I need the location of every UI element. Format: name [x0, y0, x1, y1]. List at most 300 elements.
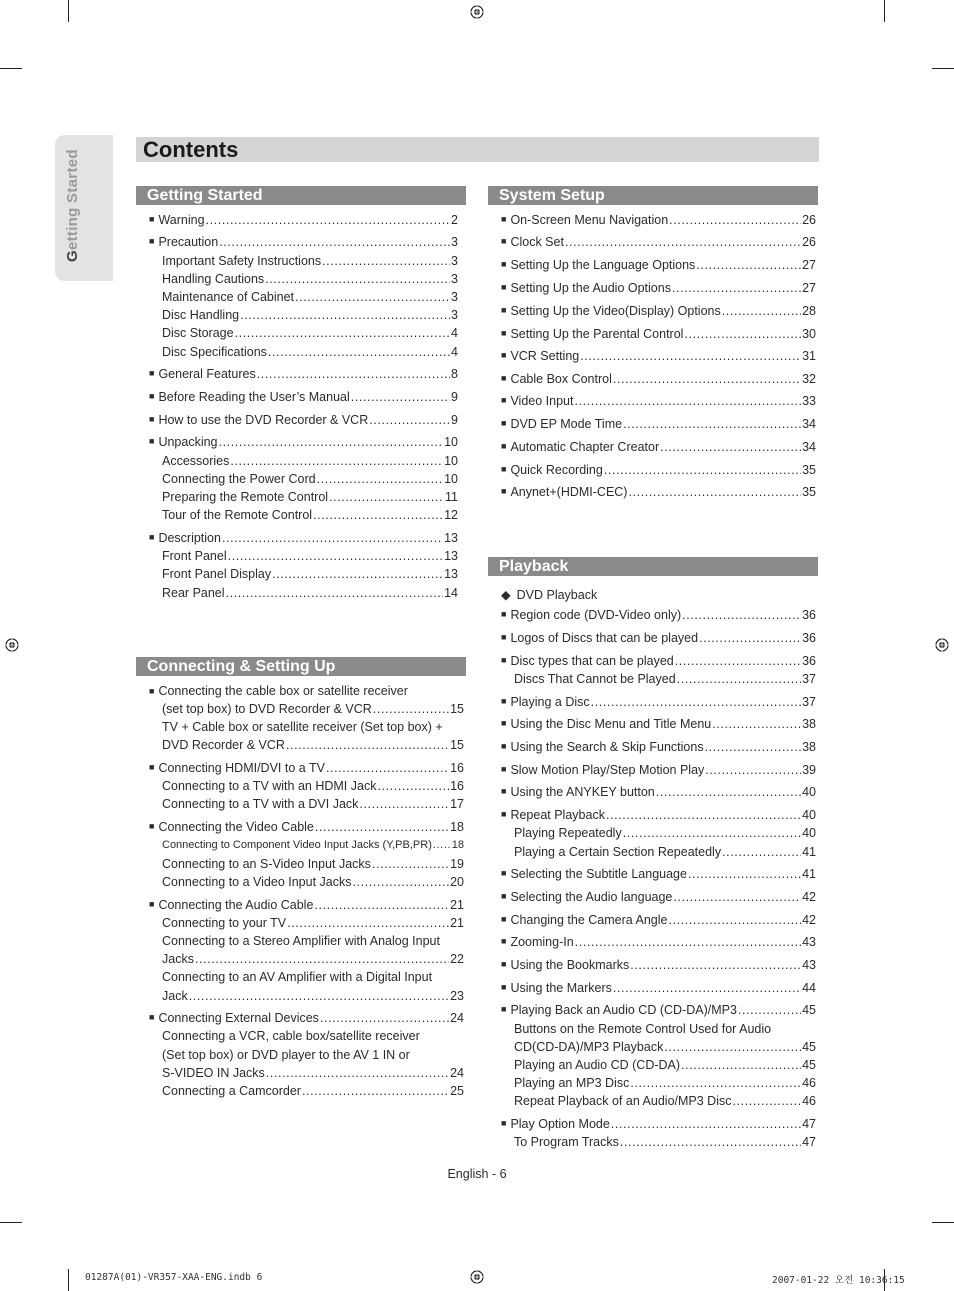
toc-entry-label: Rear Panel [162, 586, 225, 600]
toc-entry [514, 824, 816, 842]
toc-page-number: 27 [802, 258, 816, 272]
toc-entry [501, 1115, 816, 1133]
square-bullet-icon: ■ [501, 936, 507, 946]
toc-page-number: 16 [450, 779, 464, 793]
toc-entry-label: Connecting to a Stereo Amplifier with Analog Input [162, 934, 440, 948]
toc-entry [501, 911, 816, 929]
toc-page-number: 32 [802, 372, 816, 386]
page-footer: English - 6 [447, 1167, 507, 1181]
toc-entry-label: Handling Cautions [162, 272, 265, 286]
toc-entry [162, 718, 443, 736]
toc-leader-dots [372, 855, 449, 873]
square-bullet-icon: ■ [149, 821, 155, 831]
toc-leader-dots [313, 506, 443, 524]
toc-leader-dots [235, 324, 450, 342]
toc-page-number: 46 [802, 1094, 816, 1108]
toc-entry-label: (Set top box) or DVD player to the AV 1 IN or [162, 1048, 410, 1062]
toc-leader-dots [669, 911, 802, 929]
toc-page-number: 23 [450, 989, 464, 1003]
toc-leader-dots [228, 547, 443, 565]
toc-entry-label: Disc Specifications [162, 345, 267, 359]
square-bullet-icon: ■ [501, 305, 507, 315]
toc-entry [149, 388, 458, 406]
toc-entry-label: Warning [158, 213, 205, 227]
toc-entry-label: CD(CD-DA)/MP3 Playback [514, 1040, 664, 1054]
crop-mark [884, 0, 885, 22]
toc-page-number: 35 [802, 463, 816, 477]
toc-entry [162, 1064, 464, 1082]
toc-entry [514, 1092, 816, 1110]
square-bullet-icon: ■ [501, 764, 507, 774]
toc-page-number: 8 [451, 367, 458, 381]
toc-entry-label: Connecting to your TV [162, 916, 287, 930]
toc-entry [162, 795, 464, 813]
toc-leader-dots [623, 824, 801, 842]
toc-page-number: 16 [450, 761, 464, 775]
toc-page-number: 43 [802, 935, 816, 949]
square-bullet-icon: ■ [501, 395, 507, 405]
toc-entry-label: Repeat Playback [510, 808, 605, 822]
toc-leader-dots [265, 270, 450, 288]
toc-page-number: 22 [450, 952, 464, 966]
toc-leader-dots [320, 1009, 449, 1027]
square-bullet-icon: ■ [501, 718, 507, 728]
toc-entry [501, 979, 816, 997]
toc-leader-dots [230, 452, 443, 470]
toc-entry [501, 606, 816, 624]
square-bullet-icon: ■ [501, 441, 507, 451]
toc-entry [501, 933, 816, 951]
toc-entry [501, 652, 816, 670]
toc-entry [501, 370, 816, 388]
toc-page-number: 30 [802, 327, 816, 341]
toc-entry [501, 461, 816, 479]
toc-leader-dots [580, 347, 801, 365]
toc-entry-label: Connecting to an S-Video Input Jacks [162, 857, 371, 871]
square-bullet-icon: ■ [501, 350, 507, 360]
toc-page-number: 31 [802, 349, 816, 363]
square-bullet-icon: ■ [501, 809, 507, 819]
toc-page-number: 37 [802, 672, 816, 686]
toc-entry [162, 987, 464, 1005]
toc-entry-label: Connecting the Video Cable [158, 820, 314, 834]
subheading-dvd-playback: ◆ DVD Playback [501, 588, 598, 602]
toc-leader-dots [295, 288, 450, 306]
toc-entry-label: Precaution [158, 235, 219, 249]
toc-leader-dots [611, 1115, 801, 1133]
toc-entry-label: Connecting a VCR, cable box/satellite receiver [162, 1029, 420, 1043]
toc-entry [149, 411, 458, 429]
square-bullet-icon: ■ [501, 236, 507, 246]
toc-page-number: 41 [802, 845, 816, 859]
toc-entry [162, 452, 458, 470]
toc-page-number: 45 [802, 1058, 816, 1072]
toc-entry [501, 211, 816, 229]
toc-leader-dots [574, 392, 801, 410]
toc-entry-label: Connecting to a Video Input Jacks [162, 875, 352, 889]
square-bullet-icon: ■ [149, 1012, 155, 1022]
toc-leader-dots [591, 693, 801, 711]
toc-entry-label: TV + Cable box or satellite receiver (Set top box) + [162, 720, 443, 734]
toc-leader-dots [317, 470, 444, 488]
toc-leader-dots [226, 584, 444, 602]
toc-page-number: 15 [450, 702, 464, 716]
toc-entry [149, 433, 458, 451]
toc-page-number: 27 [802, 281, 816, 295]
section-heading-playback: Playback [488, 557, 818, 576]
toc-page-number: 21 [450, 898, 464, 912]
toc-page-number: 38 [802, 717, 816, 731]
toc-leader-dots [696, 256, 801, 274]
square-bullet-icon: ■ [501, 464, 507, 474]
toc-entry [501, 233, 816, 251]
toc-entry-label: Front Panel [162, 549, 227, 563]
toc-entry-label: Using the Markers [510, 981, 612, 995]
toc-page-number: 43 [802, 958, 816, 972]
toc-leader-dots [738, 1001, 801, 1019]
toc-leader-dots [712, 715, 801, 733]
toc-entry [162, 1046, 410, 1064]
crop-mark [68, 1269, 69, 1291]
toc-entry [149, 365, 458, 383]
toc-entry [501, 256, 816, 274]
toc-page-number: 39 [802, 763, 816, 777]
square-bullet-icon: ■ [501, 982, 507, 992]
toc-entry [501, 738, 816, 756]
toc-page-number: 10 [444, 435, 458, 449]
toc-entry-label: Region code (DVD-Video only) [510, 608, 682, 622]
toc-leader-dots [222, 529, 443, 547]
square-bullet-icon: ■ [501, 655, 507, 665]
toc-page-number: 20 [450, 875, 464, 889]
square-bullet-icon: ■ [149, 214, 155, 224]
toc-leader-dots [620, 1133, 801, 1151]
toc-entry-label: DVD Recorder & VCR [162, 738, 285, 752]
toc-leader-dots [433, 836, 451, 854]
toc-entry-label: Connecting the Power Cord [162, 472, 316, 486]
toc-entry-label: Front Panel Display [162, 567, 272, 581]
toc-page-number: 3 [451, 308, 458, 322]
toc-entry-label: Unpacking [158, 435, 218, 449]
toc-entry [501, 392, 816, 410]
square-bullet-icon: ■ [501, 214, 507, 224]
toc-entry [162, 324, 458, 342]
toc-entry-label: Zooming-In [510, 935, 574, 949]
toc-entry-label: Slow Motion Play/Step Motion Play [510, 763, 705, 777]
toc-page-number: 36 [802, 654, 816, 668]
toc-page-number: 26 [802, 235, 816, 249]
toc-page-number: 37 [802, 695, 816, 709]
toc-entry-label: Accessories [162, 454, 230, 468]
toc-entry [162, 1027, 420, 1045]
square-bullet-icon: ■ [501, 914, 507, 924]
toc-page-number: 33 [802, 394, 816, 408]
toc-entry-label: VCR Setting [510, 349, 580, 363]
toc-entry [162, 547, 458, 565]
toc-entry [162, 968, 432, 986]
toc-entry [162, 1082, 464, 1100]
toc-entry [514, 1020, 771, 1038]
toc-entry-label: Selecting the Subtitle Language [510, 867, 687, 881]
toc-entry-label: Selecting the Audio language [510, 890, 673, 904]
toc-entry-label: Cable Box Control [510, 372, 612, 386]
toc-entry [149, 896, 464, 914]
toc-entry [162, 914, 464, 932]
toc-leader-dots [322, 252, 450, 270]
square-bullet-icon: ■ [149, 532, 155, 542]
toc-page-number: 4 [451, 345, 458, 359]
toc-leader-dots [377, 777, 449, 795]
toc-entry-label: On-Screen Menu Navigation [510, 213, 669, 227]
toc-entry-label: Using the ANYKEY button [510, 785, 655, 799]
toc-page-number: 15 [450, 738, 464, 752]
registration-mark-icon [470, 1270, 484, 1284]
toc-entry [162, 584, 458, 602]
toc-entry [162, 470, 458, 488]
toc-entry-label: To Program Tracks [514, 1135, 619, 1149]
toc-leader-dots [688, 865, 801, 883]
toc-page-number: 42 [802, 890, 816, 904]
toc-leader-dots [664, 1038, 801, 1056]
toc-page-number: 10 [444, 472, 458, 486]
toc-entry-label: Connecting the Audio Cable [158, 898, 314, 912]
section-heading-system-setup: System Setup [488, 186, 818, 205]
toc-page-number: 38 [802, 740, 816, 754]
toc-leader-dots [240, 306, 450, 324]
section-heading-getting-started: Getting Started [136, 186, 466, 205]
toc-page-number: 24 [450, 1066, 464, 1080]
toc-leader-dots [722, 302, 801, 320]
toc-leader-dots [630, 1074, 801, 1092]
toc-entry [149, 1009, 464, 1027]
toc-entry [501, 483, 816, 501]
toc-leader-dots [195, 950, 449, 968]
toc-entry-label: Connecting HDMI/DVI to a TV [158, 761, 325, 775]
toc-leader-dots [359, 795, 449, 813]
toc-page-number: 24 [450, 1011, 464, 1025]
square-bullet-icon: ■ [501, 1004, 507, 1014]
toc-leader-dots [369, 411, 450, 429]
square-bullet-icon: ■ [149, 686, 155, 696]
toc-entry-label: Changing the Camera Angle [510, 913, 668, 927]
toc-page-number: 47 [802, 1117, 816, 1131]
toc-page-number: 12 [444, 508, 458, 522]
toc-entry [162, 506, 458, 524]
toc-entry-label: General Features [158, 367, 256, 381]
toc-page-number: 40 [802, 826, 816, 840]
print-slug-date: 2007-01-22 오전 10:36:15 [772, 1275, 905, 1286]
toc-page-number: 4 [451, 326, 458, 340]
toc-entry [149, 759, 464, 777]
toc-leader-dots [684, 325, 801, 343]
toc-entry-label: Setting Up the Audio Options [510, 281, 671, 295]
toc-entry [149, 682, 408, 700]
square-bullet-icon: ■ [501, 696, 507, 706]
toc-leader-dots [329, 488, 444, 506]
square-bullet-icon: ■ [501, 373, 507, 383]
toc-entry-label: Connecting to a TV with an HDMI Jack [162, 779, 377, 793]
toc-entry-label: Playing an MP3 Disc [514, 1076, 630, 1090]
toc-page-number: 36 [802, 631, 816, 645]
toc-leader-dots [314, 896, 449, 914]
toc-leader-dots [286, 736, 449, 754]
toc-entry [162, 306, 458, 324]
toc-page-number: 44 [802, 981, 816, 995]
toc-leader-dots [660, 438, 801, 456]
crop-mark [0, 1222, 22, 1223]
toc-entry-label: Anynet+(HDMI-CEC) [510, 485, 628, 499]
toc-page-number: 17 [450, 797, 464, 811]
square-bullet-icon: ■ [149, 414, 155, 424]
toc-entry-label: Playing a Disc [510, 695, 590, 709]
toc-page-number: 45 [802, 1040, 816, 1054]
toc-entry [162, 855, 464, 873]
toc-entry [162, 288, 458, 306]
section-heading-connecting: Connecting & Setting Up [136, 657, 466, 676]
square-bullet-icon: ■ [149, 762, 155, 772]
toc-entry [162, 700, 464, 718]
toc-entry-label: Playing Repeatedly [514, 826, 622, 840]
toc-entry-label: How to use the DVD Recorder & VCR [158, 413, 369, 427]
toc-entry [501, 629, 816, 647]
square-bullet-icon: ■ [501, 868, 507, 878]
square-bullet-icon: ■ [149, 368, 155, 378]
toc-entry [501, 806, 816, 824]
toc-leader-dots [630, 956, 801, 974]
toc-entry [162, 932, 440, 950]
crop-mark [68, 0, 69, 22]
toc-entry [501, 279, 816, 297]
toc-entry [162, 488, 458, 506]
toc-entry-label: Connecting to an AV Amplifier with a Digital Input [162, 970, 433, 984]
toc-entry-label: Logos of Discs that can be played [510, 631, 699, 645]
toc-page-number: 18 [450, 820, 464, 834]
registration-mark-icon [935, 638, 949, 652]
toc-page-number: 2 [451, 213, 458, 227]
toc-entry-label: Jacks [162, 952, 194, 966]
square-bullet-icon: ■ [501, 786, 507, 796]
toc-entry-label: Playing a Certain Section Repeatedly [514, 845, 722, 859]
toc-page-number: 19 [450, 857, 464, 871]
toc-leader-dots [705, 738, 802, 756]
toc-entry [514, 1056, 816, 1074]
toc-entry-label: Using the Disc Menu and Title Menu [510, 717, 712, 731]
toc-leader-dots [732, 1092, 801, 1110]
toc-entry-label: Connecting to a TV with a DVI Jack [162, 797, 359, 811]
toc-entry [501, 1001, 816, 1019]
page-title-bar [136, 137, 819, 162]
toc-entry-label: Disc Handling [162, 308, 240, 322]
toc-leader-dots [326, 759, 449, 777]
toc-page-number: 28 [802, 304, 816, 318]
toc-entry [501, 956, 816, 974]
toc-leader-dots [722, 843, 801, 861]
toc-leader-dots [673, 888, 801, 906]
toc-leader-dots [219, 433, 444, 451]
toc-entry [162, 836, 464, 854]
toc-entry [501, 438, 816, 456]
toc-entry-label: Description [158, 531, 221, 545]
toc-entry-label: Setting Up the Parental Control [510, 327, 684, 341]
square-bullet-icon: ■ [501, 259, 507, 269]
toc-page-number: 40 [802, 785, 816, 799]
toc-leader-dots [272, 565, 443, 583]
toc-entry [162, 950, 464, 968]
toc-page-number: 3 [451, 290, 458, 304]
toc-leader-dots [351, 388, 450, 406]
toc-leader-dots [565, 233, 801, 251]
toc-entry [514, 1074, 816, 1092]
toc-leader-dots [266, 1064, 449, 1082]
toc-entry-label: Quick Recording [510, 463, 603, 477]
toc-entry-label: Playing an Audio CD (CD-DA) [514, 1058, 681, 1072]
crop-mark [932, 1222, 954, 1223]
toc-entry [501, 693, 816, 711]
toc-entry-label: Disc types that can be played [510, 654, 674, 668]
square-bullet-icon: ■ [149, 391, 155, 401]
square-bullet-icon: ■ [501, 486, 507, 496]
toc-page-number: 34 [802, 417, 816, 431]
toc-entry-label: Connecting the cable box or satellite receiver [158, 684, 408, 698]
toc-entry-label: Jack [162, 989, 188, 1003]
toc-page-number: 13 [444, 549, 458, 563]
toc-leader-dots [613, 370, 801, 388]
toc-leader-dots [373, 700, 449, 718]
toc-entry-label: S-VIDEO IN Jacks [162, 1066, 265, 1080]
page-title: Contents [143, 137, 239, 162]
toc-page-number: 21 [450, 916, 464, 930]
toc-page-number: 26 [802, 213, 816, 227]
toc-entry [501, 715, 816, 733]
print-slug-file: 01287A(01)-VR357-XAA-ENG.indb 6 [85, 1272, 263, 1283]
toc-page-number: 35 [802, 485, 816, 499]
toc-leader-dots [672, 279, 801, 297]
toc-page-number: 41 [802, 867, 816, 881]
toc-entry-label: Buttons on the Remote Control Used for Audio [514, 1022, 772, 1036]
toc-leader-dots [628, 483, 801, 501]
square-bullet-icon: ■ [501, 609, 507, 619]
toc-leader-dots [604, 461, 801, 479]
toc-leader-dots [268, 343, 450, 361]
square-bullet-icon: ■ [501, 959, 507, 969]
toc-leader-dots [257, 365, 450, 383]
toc-entry-label: Using the Search & Skip Functions [510, 740, 704, 754]
toc-leader-dots [656, 783, 801, 801]
toc-entry [149, 233, 458, 251]
toc-entry-label: Using the Bookmarks [510, 958, 630, 972]
toc-entry-label: Play Option Mode [510, 1117, 610, 1131]
toc-entry [501, 325, 816, 343]
toc-leader-dots [682, 606, 801, 624]
toc-entry [162, 343, 458, 361]
toc-entry [501, 347, 816, 365]
toc-entry-label: Disc Storage [162, 326, 234, 340]
side-tab-label: Getting Started [64, 149, 81, 262]
toc-entry [514, 1038, 816, 1056]
toc-leader-dots [705, 761, 801, 779]
toc-entry [162, 873, 464, 891]
toc-entry [162, 252, 458, 270]
square-bullet-icon: ■ [501, 1118, 507, 1128]
square-bullet-icon: ■ [501, 891, 507, 901]
toc-entry-label: Maintenance of Cabinet [162, 290, 295, 304]
toc-page-number: 42 [802, 913, 816, 927]
toc-entry [162, 777, 464, 795]
toc-entry-label: Clock Set [510, 235, 564, 249]
toc-leader-dots [575, 933, 801, 951]
toc-entry-label: DVD EP Mode Time [510, 417, 623, 431]
toc-entry [514, 1133, 816, 1151]
